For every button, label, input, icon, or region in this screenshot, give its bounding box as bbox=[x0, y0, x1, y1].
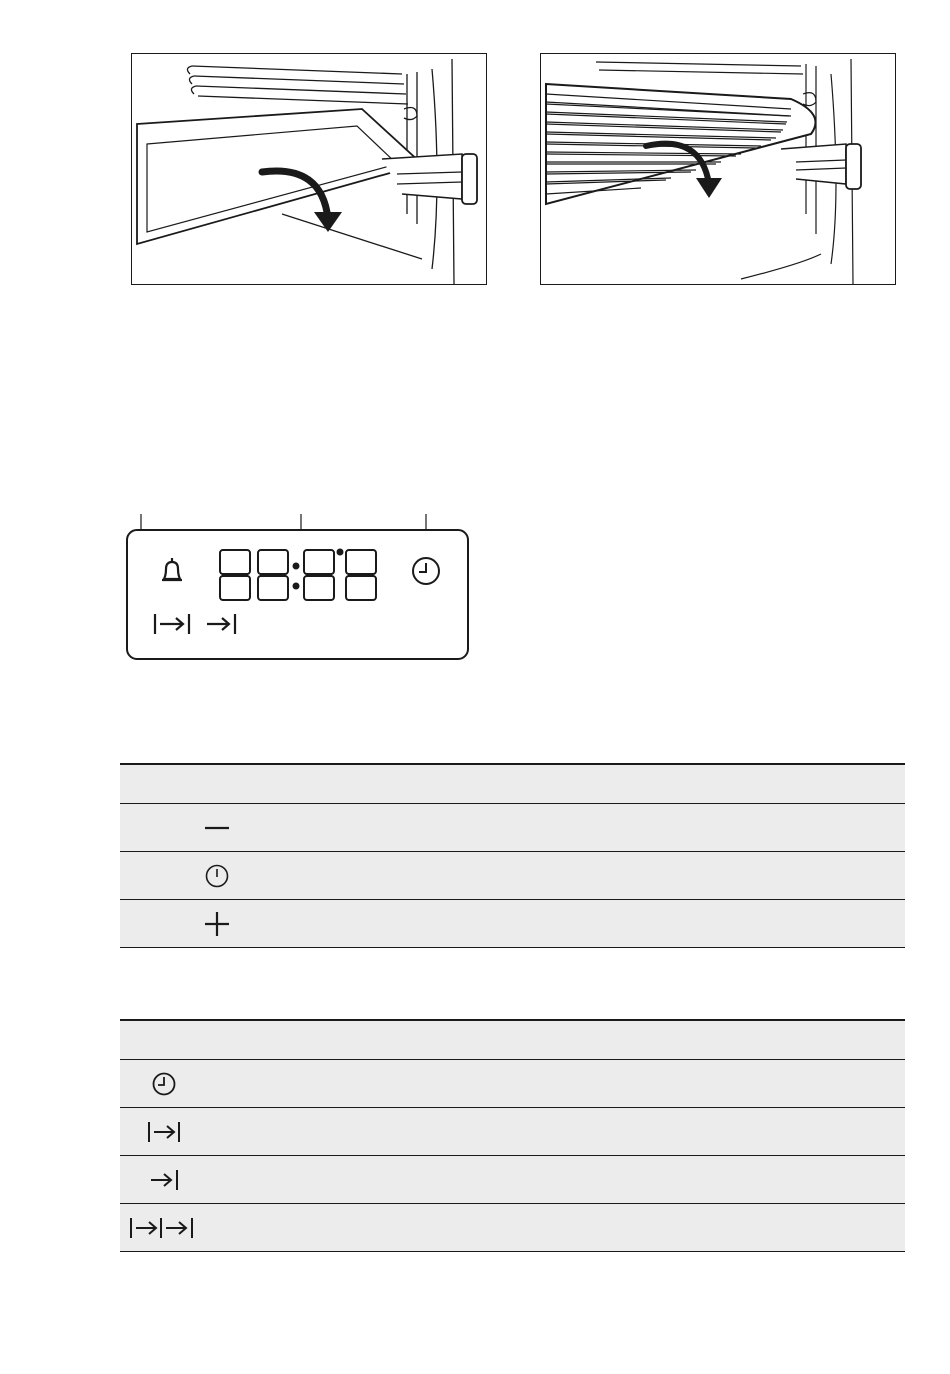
timer-display-diagram bbox=[118, 510, 478, 670]
minus-icon bbox=[204, 815, 230, 841]
digits-display bbox=[216, 546, 386, 606]
functions-table bbox=[120, 1019, 905, 1252]
table-row bbox=[120, 1156, 905, 1204]
table-row bbox=[120, 1108, 905, 1156]
table-row bbox=[120, 852, 905, 900]
table-header-row bbox=[120, 763, 905, 804]
table-header-row bbox=[120, 1019, 905, 1060]
duration-icon bbox=[152, 612, 192, 636]
table-row bbox=[120, 1060, 905, 1108]
table-row bbox=[120, 1204, 905, 1252]
duration-icon bbox=[146, 1120, 182, 1144]
duration-end-icon bbox=[128, 1216, 198, 1240]
end-icon bbox=[148, 1168, 180, 1192]
buttons-table bbox=[120, 763, 905, 948]
end-time-icon bbox=[204, 612, 238, 636]
wire-shelf-insert-illustration bbox=[540, 53, 896, 285]
table-row bbox=[120, 804, 905, 852]
clock-icon bbox=[410, 555, 442, 587]
plus-icon bbox=[204, 911, 230, 937]
clock-button-icon bbox=[205, 864, 229, 888]
clock-icon bbox=[151, 1071, 177, 1097]
table-row bbox=[120, 900, 905, 948]
bell-icon bbox=[156, 555, 188, 587]
tray-insert-illustration bbox=[131, 53, 487, 285]
